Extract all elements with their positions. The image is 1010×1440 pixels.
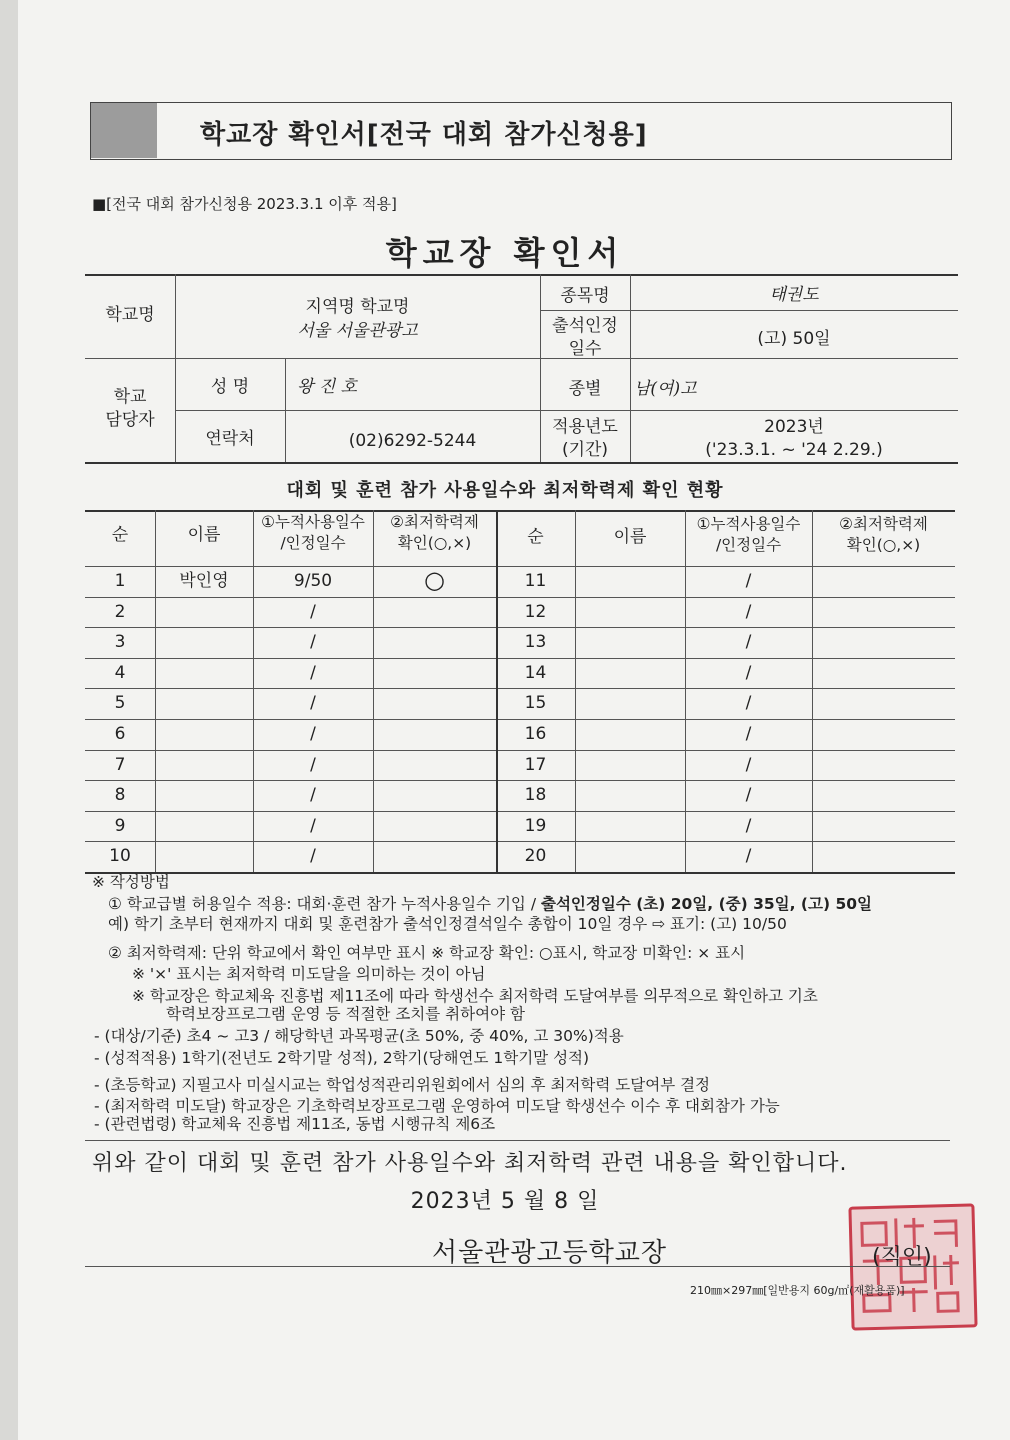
table-cell-no: 11 <box>524 571 547 591</box>
table-cell-no: 12 <box>524 601 547 622</box>
section-title: 대회 및 훈련 참가 사용일수와 최저학력제 확인 현황 <box>286 480 724 501</box>
instruction-text: - (관련법령) 학교체육 진흥법 제11조, 동법 시행규칙 제6조 <box>94 1115 496 1133</box>
table-cell-no: 20 <box>524 846 547 867</box>
table-cell-name: 박인영 <box>179 571 229 591</box>
document-title: 학교장 확인서 <box>385 234 625 272</box>
attend-label: 출석인정 일수 <box>552 316 618 359</box>
table-cell-days: / <box>310 632 316 653</box>
contact-label: 연락처 <box>205 429 255 449</box>
table-cell-days: / <box>745 724 752 744</box>
col-no-left: 순 <box>111 525 129 545</box>
table-cell-no: 10 <box>109 846 131 867</box>
table-cell-no: 1 <box>114 571 126 591</box>
instruction-text: - (초등학교) 지필고사 미실시교는 학업성적관리위원회에서 심의 후 최저학력 도달여부 결정 <box>94 1076 711 1094</box>
col-days-right: ①누적사용일수 /인정일수 <box>696 515 801 554</box>
table-cell-days: / <box>310 724 316 744</box>
name-value: 왕 진 호 <box>297 377 358 397</box>
instruction-line <box>108 912 787 934</box>
instruction-text: - (성적적용) 1학기(전년도 2학기말 성적), 2학기(당해연도 1학기말 성적) <box>94 1049 590 1067</box>
instruction-line <box>94 1046 589 1068</box>
table-cell-no: 5 <box>114 693 126 714</box>
table-cell-no: 4 <box>114 662 126 683</box>
col-name-left: 이름 <box>187 525 221 545</box>
issue-date: 2023년 5 월 8 일 <box>410 1189 600 1214</box>
paper-spec-footer: 210㎜×297㎜[일반용지 60g/㎡(재활용품)] <box>690 1284 905 1297</box>
table-cell-days: / <box>745 815 752 836</box>
table-cell-no: 18 <box>524 785 547 806</box>
table-cell-no: 13 <box>524 632 547 653</box>
table-cell-no: 9 <box>114 815 126 836</box>
attend-value: (고) 50일 <box>757 329 831 349</box>
school-value: 서울 서울관광고 <box>297 321 418 341</box>
table-cell-days: / <box>745 601 752 622</box>
table-cell-days: / <box>310 846 316 867</box>
instruction-text: ※ 학교장은 학교체육 진흥법 제11조에 따라 학생선수 최저학력 도달여부를 의무적으로 확인하고 기초 <box>132 987 818 1005</box>
instruction-line <box>166 1002 525 1024</box>
table-cell-days: / <box>310 785 316 806</box>
table-cell-days: / <box>745 662 752 683</box>
table-cell-days: / <box>310 662 316 683</box>
school-sub-label: 지역명 학교명 <box>305 297 410 317</box>
table-cell-no: 7 <box>114 754 126 775</box>
principal-name: 서울관광고등학교장 <box>432 1238 668 1268</box>
table-cell-no: 16 <box>524 724 547 744</box>
instruction-text: 예) 학기 초부터 현재까지 대회 및 훈련참가 출석인정결석일수 총합이 10일 경우 ⇨ 표기: (고) 10/50 <box>108 915 787 933</box>
instruction-text: ② 최저학력제: 단위 학교에서 확인 여부만 표시 ※ 학교장 확인: ○표시, 학교장 미확인: × 표시 <box>108 944 746 962</box>
table-cell-days: / <box>745 846 752 867</box>
name-label: 성 명 <box>210 377 250 397</box>
table-cell-no: 6 <box>114 724 126 744</box>
table-cell-days: / <box>310 754 316 775</box>
table-cell-days: / <box>310 601 316 622</box>
gender-value: 남(여)고 <box>634 379 697 399</box>
col-name-right: 이름 <box>613 527 647 547</box>
table-cell-days: / <box>745 785 752 806</box>
table-cell-days: / <box>745 571 752 591</box>
event-value: 태권도 <box>769 285 819 305</box>
table-cell-no: 8 <box>114 785 126 806</box>
instruction-text: - (최저학력 미도달) 학교장은 기초학력보장프로그램 운영하여 미도달 학생선수 이수 후 대회참가 가능 <box>94 1097 780 1115</box>
instruction-line <box>132 962 485 984</box>
year-label: 적용년도 (기간) <box>552 417 618 460</box>
manager-label: 학교 담당자 <box>105 387 155 430</box>
instruction-text: 학력보장프로그램 운영 등 적절한 조치를 취하여야 함 <box>166 1005 525 1023</box>
instruction-text: ① 학교급별 허용일수 적용: 대회·훈련 참가 누적사용일수 기입 / <box>108 895 541 913</box>
col-no-right: 순 <box>527 527 544 547</box>
table-cell-days: / <box>310 693 316 714</box>
instruction-line <box>108 892 872 914</box>
header-grey-block <box>91 103 157 158</box>
table-cell-no: 14 <box>524 662 547 683</box>
table-cell-no: 19 <box>524 815 547 836</box>
col-check-left: ②최저학력제 확인(○,×) <box>390 513 479 552</box>
instruction-text: ※ '×' 표시는 최저학력 미도달을 의미하는 것이 아님 <box>132 965 486 983</box>
table-cell-check: ○ <box>424 566 445 594</box>
instruction-bold-text: 출석인정일수 (초) 20일, (중) 35일, (고) 50일 <box>540 895 873 913</box>
gender-label: 종별 <box>568 379 602 399</box>
instruction-text: - (대상/기준) 초4 ~ 고3 / 해당학년 과목평균(초 50%, 중 40%, 고 30%)적용 <box>94 1027 624 1045</box>
instructions-heading: ※ 작성방법 <box>92 873 170 891</box>
school-label: 학교명 <box>105 305 155 325</box>
table-cell-no: 2 <box>114 601 126 622</box>
table-cell-no: 3 <box>114 632 126 653</box>
table-cell-days: / <box>745 632 752 653</box>
col-check-right: ②최저학력제 확인(○,×) <box>839 515 928 554</box>
table-cell-no: 15 <box>524 693 547 714</box>
year-value: 2023년 ('23.3.1. ~ '24 2.29.) <box>705 417 883 460</box>
confirmation-statement: 위와 같이 대회 및 훈련 참가 사용일수와 최저학력 관련 내용을 확인합니다. <box>92 1151 848 1176</box>
col-days-left: ①누적사용일수 /인정일수 <box>261 513 365 552</box>
table-cell-days: 9/50 <box>293 571 333 591</box>
table-cell-days: / <box>310 815 316 836</box>
seal-label: (직인) <box>872 1245 932 1270</box>
event-label: 종목명 <box>560 286 610 306</box>
instruction-line <box>94 1073 710 1095</box>
header-title: 학교장 확인서[전국 대회 참가신청용] <box>200 120 648 150</box>
contact-value: (02)6292-5244 <box>348 431 477 451</box>
instruction-line <box>94 1024 624 1046</box>
table-cell-days: / <box>745 693 752 714</box>
instruction-line <box>94 1112 495 1134</box>
table-cell-days: / <box>745 754 752 775</box>
table-cell-no: 17 <box>524 754 547 775</box>
instruction-line <box>108 941 745 963</box>
applicability-note: ■[전국 대회 참가신청용 2023.3.1 이후 적용] <box>92 195 397 213</box>
